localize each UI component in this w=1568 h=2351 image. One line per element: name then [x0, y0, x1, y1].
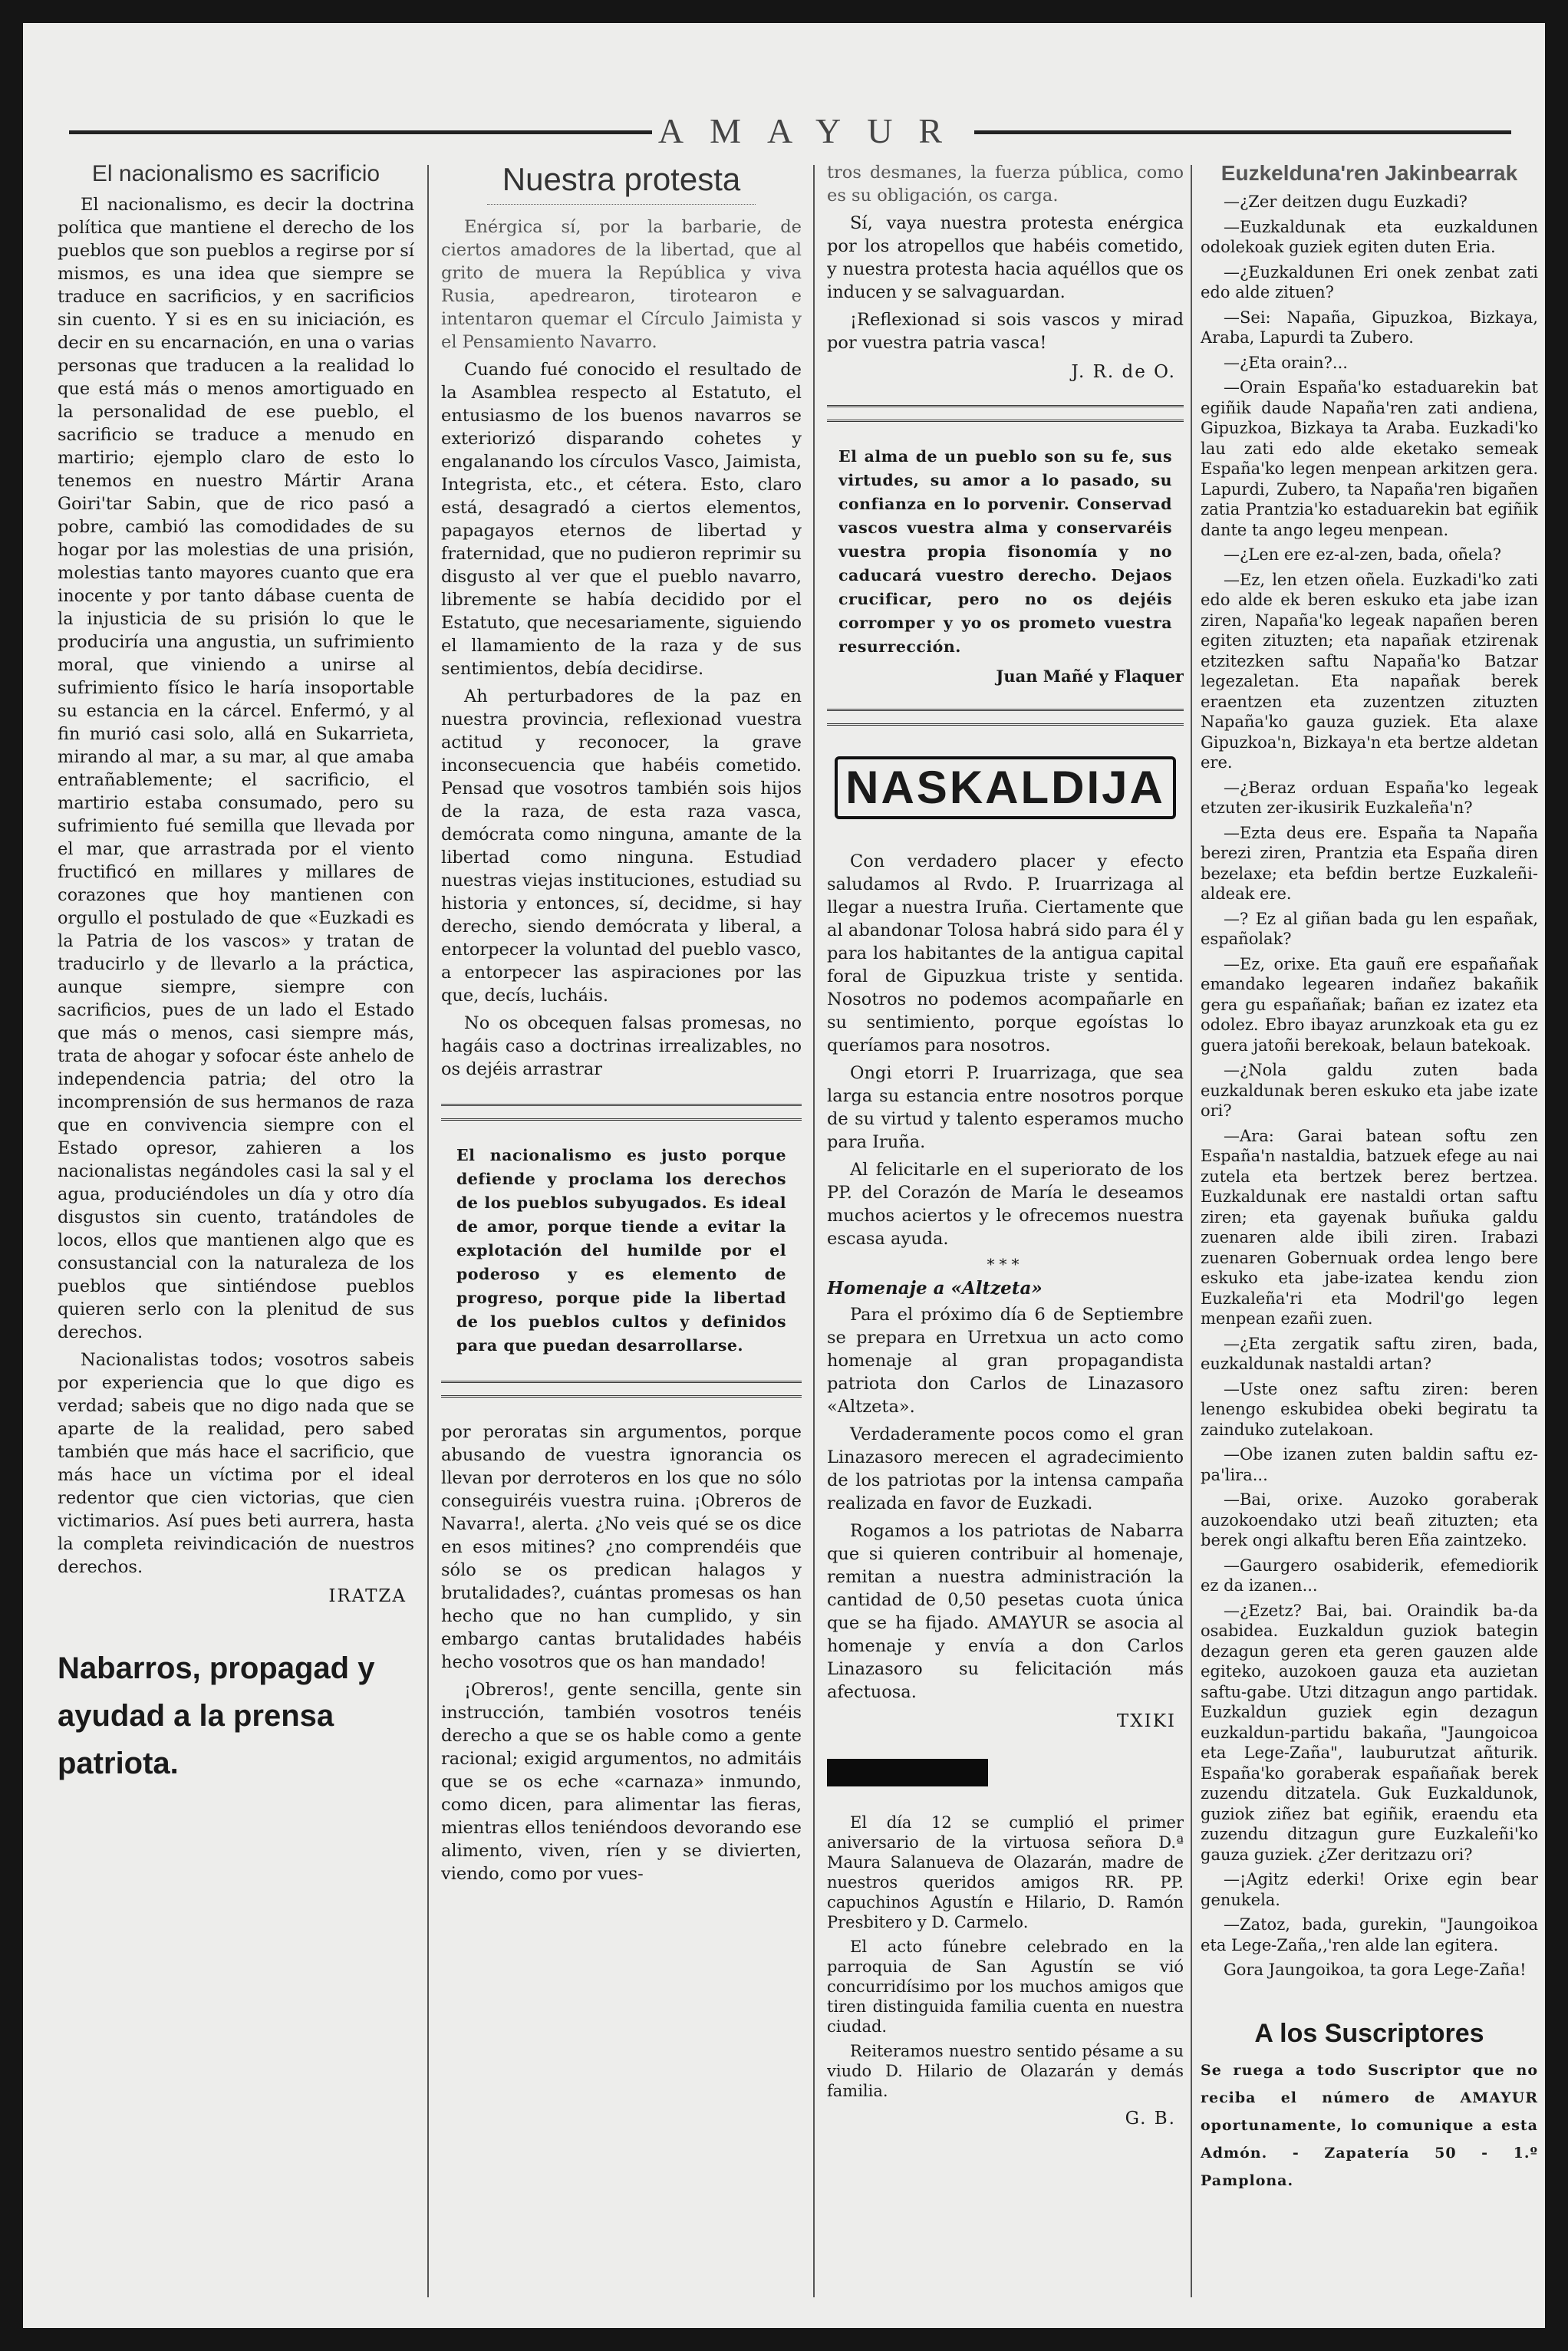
- nationalism-quote: El nacionalismo es justo porque defiende y proclama los derechos de los pueblos subyugados. Es ideal de amor, porque tiende a evitar la explotación del humilde por el poderoso y es elemento de progreso, porque pide la libertad de los pueblos cultos y definidos para que puedan desarrollarse.: [456, 1146, 786, 1355]
- paragraph: Nacionalistas todos; vosotros sabeis por experiencia que lo que digo es verdad; sabeis que no digo nada que se aparte de la realidad, pero sabed también que más hace el sacrificio, que más hace un víctima por el ideal redentor que cien victorias, que cien victimarios. Así pues beti aurrera, hasta la completa reivindicación de nuestros derechos.: [58, 1350, 414, 1577]
- article-signature: J. R. de O.: [1071, 362, 1176, 382]
- catechism-body: [1201, 192, 1538, 1981]
- paragraph: Sí, vaya nuestra protesta enérgica por los atropellos que habéis cometido, y nuestra protesta hacia aquéllos que os inducen y se salvaguardan.: [827, 213, 1184, 302]
- dialogue-line: —Uste onez saftu ziren: beren lenengo eskubidea obeki begiratu ta zainduko zutelakoan.: [1201, 1379, 1538, 1439]
- dialogue-line: —Obe izanen zuten baldin saftu ez-pa'lira...: [1201, 1445, 1538, 1484]
- dialogue-line: —¿Euzkaldunen Eri onek zenbat zati edo alde zituen?: [1201, 262, 1538, 301]
- paragraph: por peroratas sin argumentos, porque abusando de vuestra ignorancia os llevan por derroteros en los que no sólo conseguiréis vuestra ruina. ¡Obreros de Navarra!, alerta. ¿No veis qué se os dice en esos mitines? ¿no comprendéis que sólo se os predican halagos y brutalidades?, cuántas promesas os han hecho que no han cumplido, y sin embargo cantas brutalidades habéis hecho vosotros que os han mandado!: [441, 1422, 802, 1672]
- dialogue-line: —¿Len ere ez-al-zen, bada, oñela?: [1224, 545, 1502, 564]
- paragraph: ¡Reflexionad si sois vascos y mirad por vuestra patria vasca!: [827, 310, 1184, 353]
- article-end: [827, 161, 1184, 354]
- promo-text: Nabarros, propagad y ayudad a la prensa patriota.: [58, 1651, 375, 1780]
- anniversary-body: [827, 1813, 1184, 2101]
- masthead-title: AMAYUR: [657, 111, 969, 150]
- dialogue-line: —Ez, len etzen oñela. Euzkadi'ko zati edo alde ek beren eskuko eta jabe izan ziren, Napaña'ko legeak napañen beren egiten zituzten; eta napañak etzirenak etzitezken saftu Napaña'ko Batzar legezaletan. Eta napañak berek eraentzen eta zuzentzen zituzten Napaña'ko gauza guziek. Eta alaxe Gipuzkoa'n, Bizkaya'n eta bertze aldetan ere.: [1201, 570, 1538, 772]
- article-title: Nuestra protesta: [487, 161, 756, 205]
- column-2: [441, 161, 802, 2324]
- subscribers-title: A los Suscriptores: [1254, 2018, 1484, 2048]
- paragraph: No os obcequen falsas promesas, no hagáis caso a doctrinas irrealizables, no os dejéis arrastrar: [441, 1013, 802, 1079]
- dialogue-line: Gora Jaungoikoa, ta gora Lege-Zaña!: [1224, 1961, 1527, 1979]
- masthead-rule-left: [69, 130, 652, 134]
- paragraph: Verdaderamente pocos como el gran Linazasoro merecen el agradecimiento de los patriotas por la intensa campaña realizada en favor de Euzkadi.: [827, 1424, 1184, 1513]
- dialogue-line: —¿Zer deitzen dugu Euzkadi?: [1224, 193, 1468, 211]
- column-4: [1201, 161, 1538, 2324]
- paragraph: Ah perturbadores de la paz en nuestra provincia, reflexionad vuestra actitud y reconocer, la grave inconsecuencia que habéis cometido. Pensad que vosotros también sois hijos de la raza, de esta raza vasca, demócrata como ninguna, amante de la libertad como ninguna. Estudiad nuestras viejas instituciones, estudiad su historia y entonces, sí, decidme, si hay derecho, siendo demócrata y liberal, a entorpecer la voluntad del pueblo vasco, a entorpecer las aspiraciones por las que, decís, lucháis.: [441, 687, 802, 1006]
- article-body: [441, 216, 802, 1081]
- paragraph: Para el próximo día 6 de Septiembre se prepara en Urretxua un acto como homenaje al gran propagandista patriota don Carlos de Linazasoro «Altzeta».: [827, 1305, 1184, 1417]
- article-body: [58, 193, 414, 1579]
- dialogue-line: —Sei: Napaña, Gipuzkoa, Bizkaya, Araba, Lapurdi ta Zubero.: [1201, 308, 1538, 347]
- dialogue-line: —¿Nola galdu zuten bada euzkaldunak beren eskuko eta jabe izate ori?: [1201, 1061, 1538, 1120]
- column-3: [827, 161, 1184, 2324]
- article-signature: G. B.: [1125, 2109, 1176, 2129]
- paragraph: Con verdadero placer y efecto saludamos al Rvdo. P. Iruarrizaga al llegar a nuestra Iruña. Ciertamente que al abandonar Tolosa habrá sido para él y para los habitantes de la antigua capital foral de Gipuzkua triste y sentida. Nosotros no podemos acompañarle en su sentimiento, porque egoístas lo queríamos para nosotros.: [827, 851, 1184, 1055]
- section-stars: ***: [987, 1255, 1024, 1273]
- ornamental-rule: [827, 709, 1184, 726]
- paragraph: Rogamos a los patriotas de Nabarra que si quieren contribuir al homenaje, remitan a nuestra administración la cantidad de 0,50 pesetas cuota única que se ha fijado. AMAYUR se asocia al homenaje y envía a don Carlos Linazasoro su felicitación más afectuosa.: [827, 1521, 1184, 1702]
- masthead: [54, 100, 1511, 153]
- dialogue-line: —¿Eta zergatik saftu ziren, bada, euzkaldunak nastaldi artan?: [1201, 1334, 1538, 1373]
- subscribers-notice: Se ruega a todo Suscriptor que no reciba el número de AMAYUR oportunamente, lo comunique a esta Admón. - Zapatería 50 - 1.º Pamplona.: [1201, 2061, 1538, 2189]
- naskaldija-body: [827, 850, 1184, 1250]
- paragraph: El día 12 se cumplió el primer aniversario de la virtuosa señora D.ª Maura Salanueva de Olazarán, madre de nuestros queridos amigos RR. PP. capuchinos Agustín e Hilario, D. Ramón Presbitero y D. Carmelo.: [827, 1813, 1184, 1931]
- dialogue-line: —Bai, orixe. Auzoko goraberak auzokoendako utzi beañ zituzten; eta berek ongi alkaftu beren Eña zaintzeko.: [1201, 1490, 1538, 1549]
- dialogue-line: —Zatoz, bada, gurekin, "Jaungoikoa eta Lege-Zaña,,'ren alde lan egitera.: [1201, 1915, 1538, 1954]
- newspaper-page: [23, 23, 1545, 2328]
- dialogue-line: —Ez, orixe. Eta gauñ ere españañak emandako legearen indañez bakañik gera gu españañak; bañan ez izatez eta odolez. Ebro ibayaz arunzkoak eta gu ez guera jatoñi berekoak, belaun batekoak.: [1201, 954, 1538, 1055]
- paragraph: El acto fúnebre celebrado en la parroquia de San Agustín se vió concurridísimo por los muchos amigos que tiren distinguida familia cuenta en nuestra ciudad.: [827, 1938, 1184, 2036]
- black-headline-bar: [827, 1759, 988, 1786]
- dialogue-line: —Orain España'ko estaduarekin bat egiñik daude Napaña'ren zati andiena, Gipuzkoa, Bizkaya ta Araba. Euzkadi'ko lau zati edo alde eketako semeak España'ko legen menpean arkitzen gera. Lapurdi, Zubero, ta Napaña'ren bigañen zatia Prantzia'ko estaduarekin bat egiñik dante ta ango legeu menpean.: [1201, 378, 1538, 539]
- dialogue-line: —? Ez al giñan bada gu len españak, españolak?: [1201, 909, 1538, 948]
- paragraph: Al felicitarle en el superiorato de los PP. del Corazón de María le deseamos muchos aciertos y le ofrecemos nuestra escasa ayuda.: [827, 1160, 1184, 1249]
- quote-author: Juan Mañé y Flaquer: [996, 667, 1184, 686]
- column-1: [58, 161, 414, 2309]
- dialogue-line: —Ezta deus ere. España ta Napaña berezi ziren, Prantzia eta España diren bezelaxe; eta befdin bertze Euzkaleñi-aldeak ere.: [1201, 823, 1538, 903]
- homenaje-title: Homenaje a «Altzeta»: [827, 1278, 1043, 1299]
- article-title: Euzkelduna'ren Jakinbearrak: [1220, 161, 1518, 185]
- masthead-rule-right: [974, 130, 1511, 134]
- paragraph: El nacionalismo, es decir la doctrina política que mantiene el derecho de los pueblos que son pueblos a regirse por sí mismos, es una idea que siempre se traduce en sacrificios, y en sacrificios sin cuento. Y si es en su iniciación, es decir en su encarnación, en una o varias personas que traducen a la realidad lo que está más o menos amortiguado en la personalidad de ese pueblo, el sacrificio se traduce a menudo en martirio; ejemplo claro de esto lo tenemos en nuestro Mártir Arana Goiri'tar Sabin, que de rico pasó a pobre, cambió las comodidades de su hogar por las molestias de una prisión, molestias tanto mayores cuanto que era inocente y por tanto dábase cuenta de la injusticia de su prisión lo que le produciría una angustia, un sufrimiento moral, que viniendo a unirse al sufrimiento físico le haría insoportable su estancia en la cárcel. Enfermó, y al fin murió casi solo, allá en Sukarrieta, mirando al mar, a su mar, al que amaba entrañablemente; el sacrificio, el martirio estaba consumado, pero su sufrimiento fué semilla que llevada por el mar, que arrastrada por el viento fructificó en millares y millares de corazones que hoy mantienen con orgullo el postulado de que «Euzkadi es la Patria de los vascos» y tratan de traducirlo y de llevarlo a la práctica, aunque siempre, siempre con sacrificios, pues de un lado el Estado que más o menos, casi siempre más, trata de ahogar y sofocar éste anhelo de independencia patria; del otro la incomprensión de sus hermanos de raza que en convivencia siempre con el Estado opresor, zahieren a los nacionalistas negándoles casi la sal y el agua, produciéndoles un día y otro día disgustos sin cuento, tratándoles de locos, ellos que mantienen algo que es consustancial con la naturaleza de los pueblos que sintiéndose pueblos quieren serlo con la plenitud de sus derechos.: [58, 195, 414, 1342]
- article-title: El nacionalismo es sacrificio: [91, 161, 380, 186]
- dialogue-line: —¿Eta orain?...: [1224, 353, 1348, 372]
- paragraph: tros desmanes, la fuerza pública, como es su obligación, os carga.: [827, 163, 1184, 206]
- dialogue-line: —Euzkaldunak eta euzkaldunen odolekoak guziek egiten duten Eria.: [1201, 217, 1538, 256]
- dialogue-line: —¡Agitz ederki! Orixe egin bear genukela.: [1201, 1870, 1538, 1909]
- homenaje-body: [827, 1303, 1184, 1704]
- paragraph: Reiteramos nuestro sentido pésame a su viudo D. Hilario de Olazarán y demás familia.: [827, 2042, 1184, 2100]
- article-signature: IRATZA: [328, 1586, 407, 1606]
- ornamental-rule: [441, 1104, 802, 1121]
- article-signature: TXIKI: [1116, 1711, 1176, 1731]
- dialogue-line: —Gaurgero osabiderik, efemediorik ez da izanen...: [1201, 1556, 1538, 1595]
- naskaldija-banner: NASKALDIJA: [835, 756, 1176, 819]
- ornamental-rule: [827, 405, 1184, 422]
- dialogue-line: —¿Beraz orduan España'ko legeak etzuten zer-ikusirik Euzkaleña'n?: [1201, 778, 1538, 817]
- paragraph: Ongi etorri P. Iruarrizaga, que sea larga su estancia entre nosotros porque de su virtud y talento esperamos mucho para Iruña.: [827, 1063, 1184, 1152]
- paragraph: Enérgica sí, por la barbarie, de ciertos amadores de la libertad, que al grito de muera la República y viva Rusia, apedrearon, tirotearon e intentaron quemar el Círculo Jaimista y el Pensamiento Navarro.: [441, 217, 802, 352]
- paragraph: ¡Obreros!, gente sencilla, gente sin instrucción, también vosotros tenéis derecho a que se os hable como a gente racional; exigid argumentos, no admitáis que se os eche «carnaza» inmundo, como dicen, para alimentar las fieras, mientras ellos teniéndoos devorando ese alimento, viven, ríen y se divierten, viendo, como por vues-: [441, 1680, 802, 1884]
- article-body-continued: [441, 1421, 802, 1885]
- dialogue-line: —Ara: Garai batean softu zen España'n nastaldia, batzuek efege au nai zutela eta bertzek berez bertzea. Euzkaldunak ere nastaldi ortan saftu ziren; eta gayenak buñuka galdu zuenaren alde ibili ziren. Irabazi zuenaren Gobernuak ordea lengo bere eskuko eta jabe-izatea kendu zion Euzkaleña'ri eta Modril'go legen menpean ezañi zuen.: [1201, 1126, 1538, 1328]
- paragraph: Cuando fué conocido el resultado de la Asamblea respecto al Estatuto, el entusiasmo de los buenos navarros se exteriorizó disparando cohetes y engalanando los círculos Vasco, Jaimista, Integrista, etc., et cétera. Esto, claro está, desagradó a ciertos elementos, papagayos eternos de libertad y fraternidad, que no pudieron reprimir su disgusto al ver que el pueblo navarro, libremente se había decidido por el Estatuto, que necesariamente, siguiendo el llamamiento de la raza y de sus sentimientos, debía decidirse.: [441, 360, 802, 679]
- column-divider: [813, 165, 815, 2297]
- column-divider: [1191, 165, 1192, 2297]
- dialogue-line: —¿Ezetz? Bai, bai. Oraindik ba-da osabidea. Euzkaldun guziok bategin dezagun geren eta geren gauzen alde egiteko, auzokoen gauza eta auzietan saftu-gabe. Utzi ditzagun ango partidak. Euzkaldun guziek egin dezagun euzkaldun-partidu bakaña, "Jaungoicoa eta Lege-Zaña", lauburutzat añturik. España'ko goraberak españañak berek zuzendu ditzatela. Guk Euzkaldunok, guziok ziñez bat egiñik, eraendu eta zuzendu ditzagun gure Euzkaleñi'ko gauza guziek. ¿Zer deritzazu ori?: [1201, 1601, 1538, 1864]
- column-divider: [427, 165, 429, 2297]
- ornamental-rule: [441, 1381, 802, 1398]
- soul-quote: El alma de un pueblo son su fe, sus virtudes, su amor a lo pasado, su confianza en lo porvenir. Conservad vascos vuestra alma y conservaréis vuestra propia fisonomía y no caducará vuestro derecho. Dejaos crucificar, pero no os dejéis corromper y yo os prometo vuestra resurrección.: [838, 447, 1172, 656]
